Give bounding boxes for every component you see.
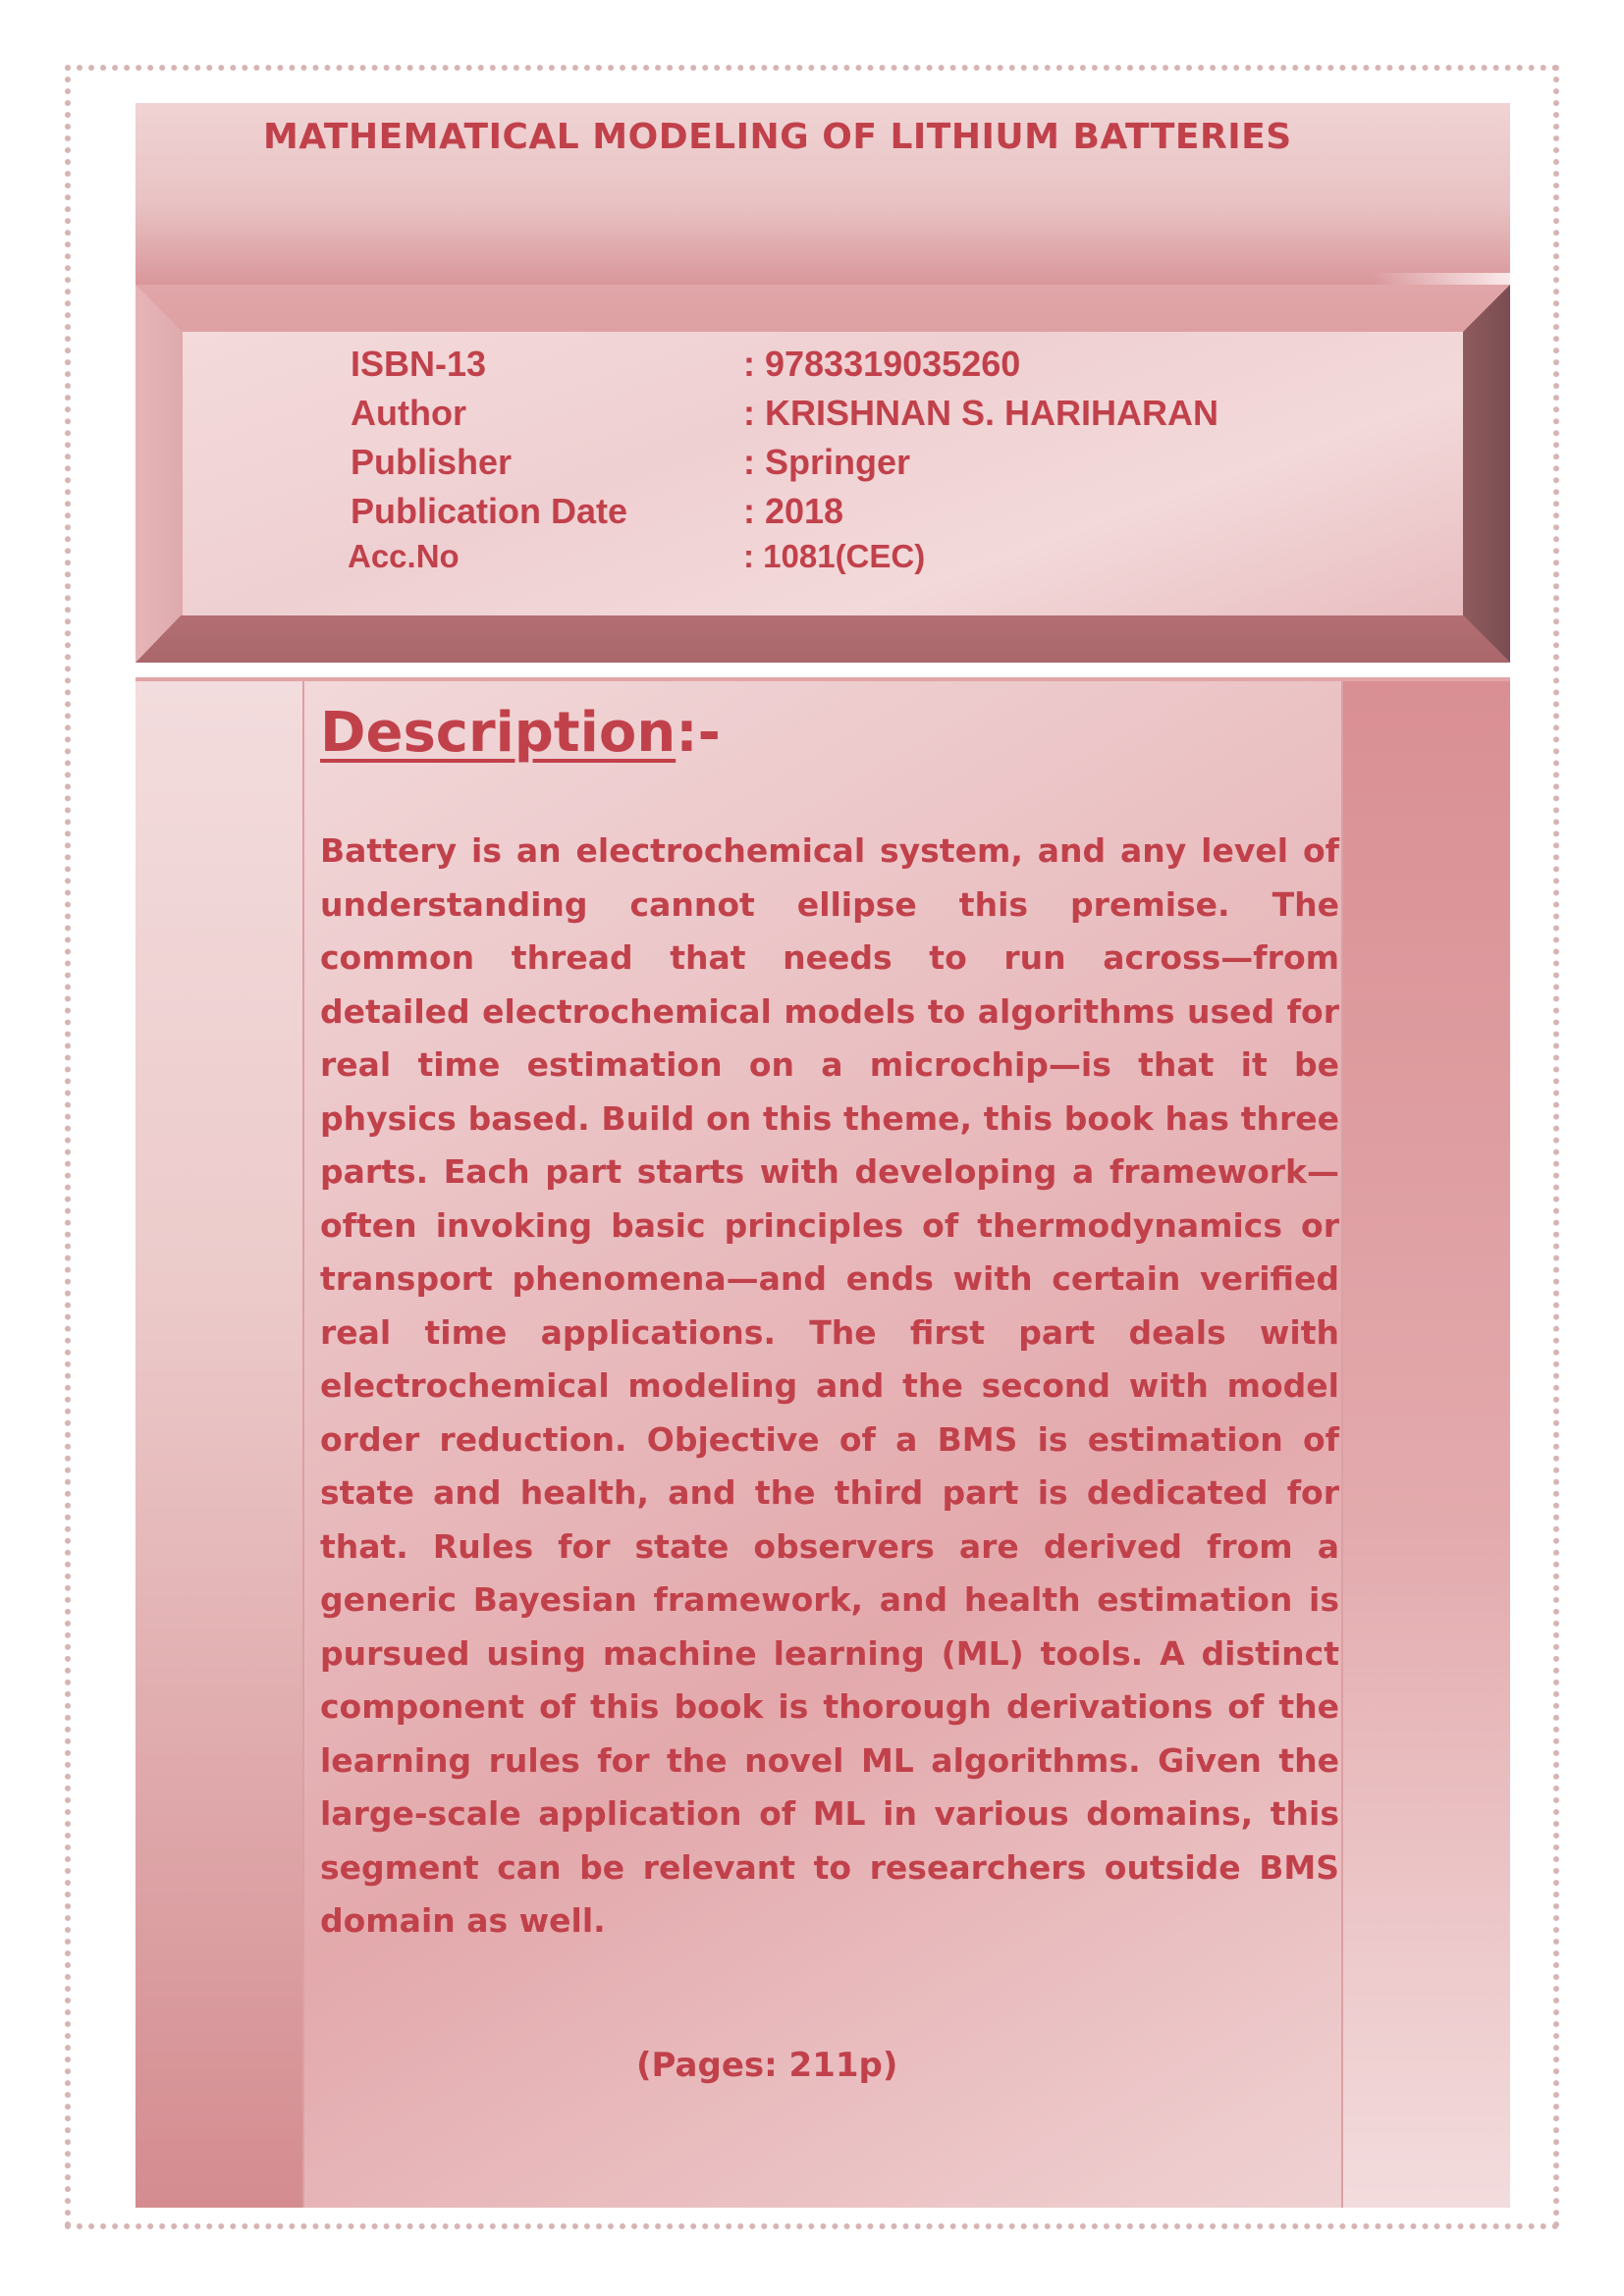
description-body: Battery is an electrochemical system, and any level of understanding cannot ellipse this premise. The common thread that needs to run across—from detailed electrochemical models to algorithms used for real time estimation on a microchip—is that it be physics based. Build on this theme, this book has three parts. Each part starts with developing a framework—often invoking basic principles of thermodynamics or transport phenomena—and ends with certain verified real time applications. The first part deals with electrochemical modeling and the second with model order reduction. Objective of a BMS is estimation of state and health, and the third part is dedicated for that. Rules for state observers are derived from a generic Bayesian framework, and health estimation is pursued using machine learning (ML) tools. A distinct component of this book is thorough derivations of the learning rules for the novel ML algorithms. Given the large-scale application of ML in various domains, this segment can be relevant to researchers outside BMS domain as well. — [320, 831, 1339, 1940]
info-row-acc-no — [348, 538, 925, 575]
description-heading — [320, 701, 721, 765]
info-value-author: : KRISHNAN S. HARIHARAN — [743, 393, 1218, 433]
frame-bevel-right — [1463, 285, 1510, 663]
info-label-publisher: Publisher — [351, 442, 513, 482]
description-panel — [135, 677, 1510, 2208]
info-label-author: Author — [351, 393, 466, 433]
info-row-author — [351, 393, 1218, 434]
description-left-margin — [135, 681, 304, 2208]
page-count: (Pages: 211p) — [636, 2046, 898, 2085]
frame-bevel-bottom — [135, 615, 1510, 663]
info-label-publication-date: Publication Date — [351, 491, 628, 531]
info-value-isbn: : 9783319035260 — [743, 344, 1021, 384]
description-heading-suffix: :- — [676, 701, 721, 765]
info-row-isbn — [351, 344, 1020, 385]
description-heading-text: Description — [320, 701, 677, 765]
title-banner — [135, 103, 1510, 285]
book-title: MATHEMATICAL MODELING OF LITHIUM BATTERIES — [263, 117, 1292, 157]
info-label-acc-no: Acc.No — [348, 538, 460, 574]
info-row-publication-date — [351, 491, 843, 532]
info-value-publication-date: : 2018 — [743, 491, 844, 531]
banner-fold — [1373, 273, 1510, 285]
frame-bevel-top — [135, 285, 1510, 332]
info-value-acc-no: : 1081(CEC) — [743, 538, 926, 574]
info-label-isbn: ISBN-13 — [351, 344, 487, 384]
info-row-publisher — [351, 442, 910, 483]
frame-bevel-left — [135, 285, 183, 663]
info-value-publisher: : Springer — [743, 442, 911, 482]
description-right-margin — [1341, 681, 1510, 2208]
